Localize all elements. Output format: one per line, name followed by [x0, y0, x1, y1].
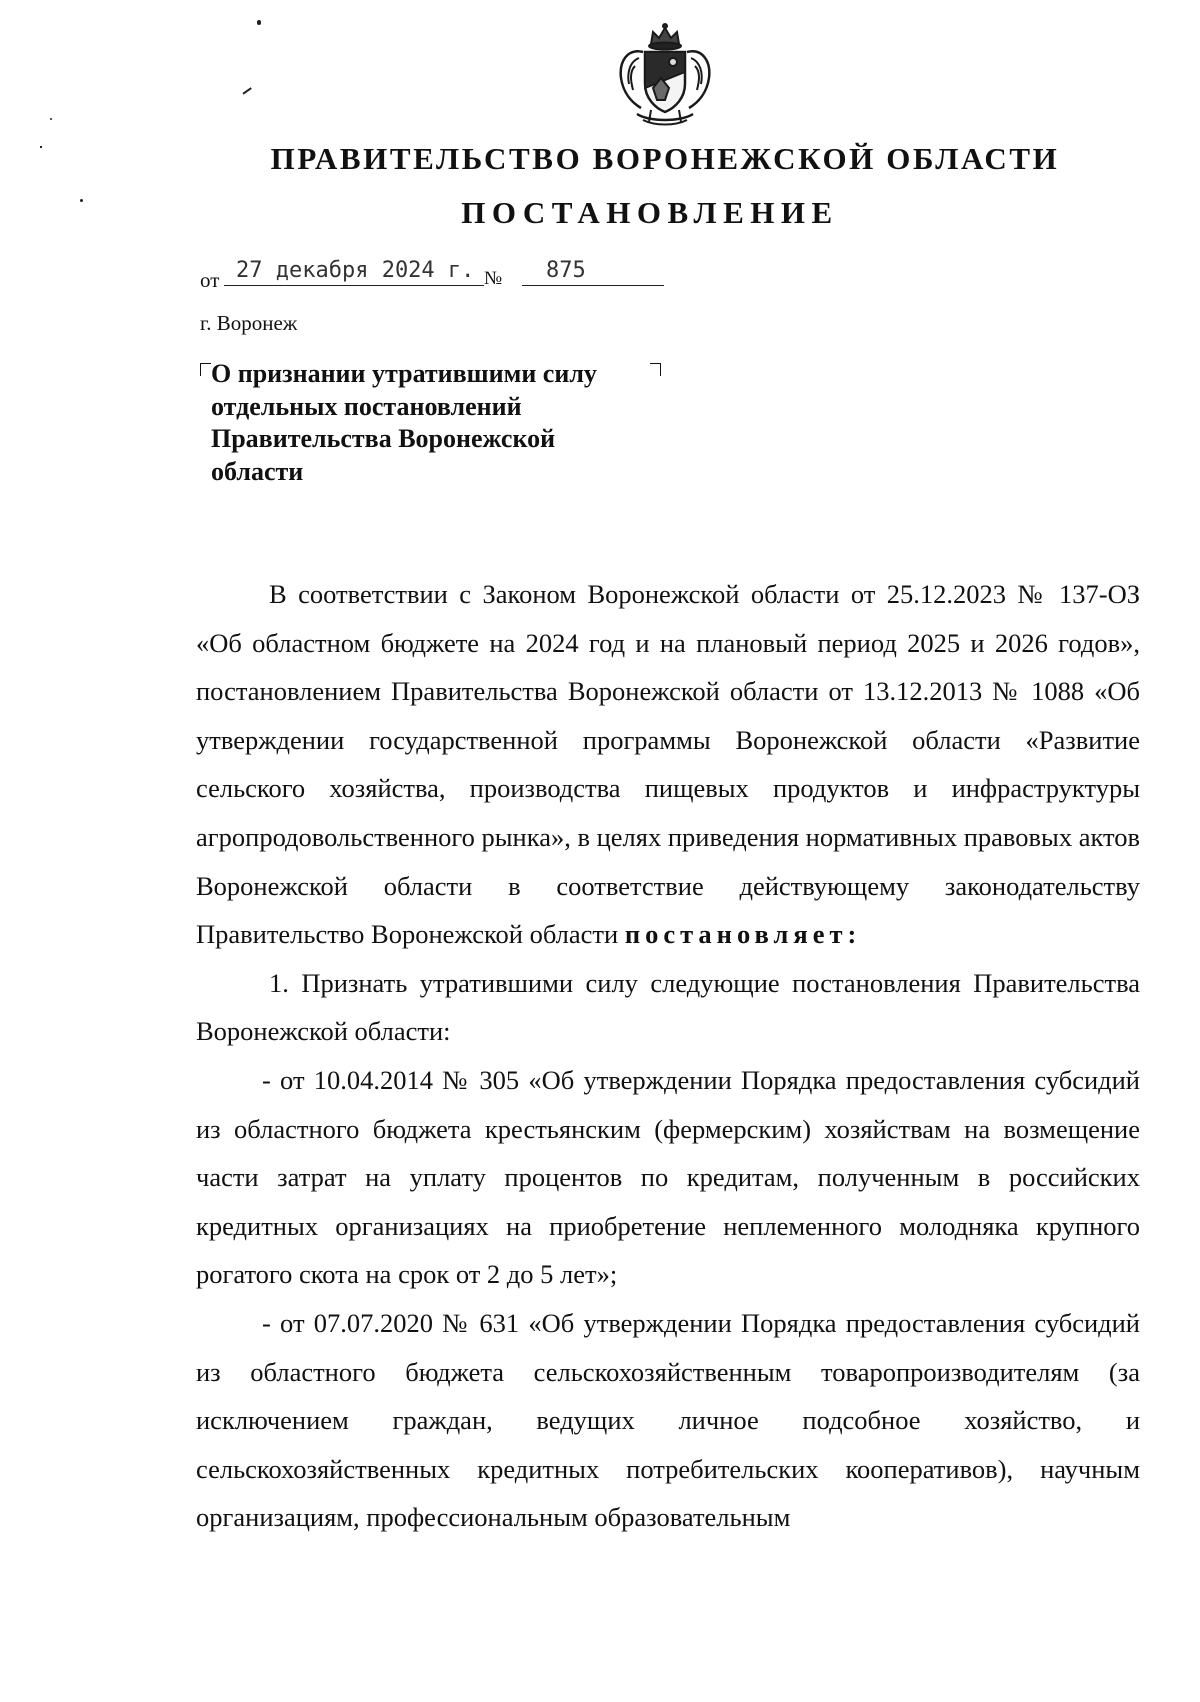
city-label: г. Воронеж [200, 311, 298, 335]
document-type-title: ПОСТАНОВЛЕНИЕ [461, 195, 839, 230]
repealed-item-2: - от 07.07.2020 № 631 «Об утверждении Порядка предоставления субсидий из областного бюджета сельскохозяйственным товаропроизводителям (за исключением граждан, ведущих личное подсобное хозяйство, и сельскохозяйственных кредитных потребительских кооперативов), научным организациям, профессиональным образовательным [196, 1307, 1140, 1533]
subject-bracket-left [200, 363, 211, 376]
decree-word: постановляет: [624, 919, 862, 950]
clause-1: 1. Признать утратившими силу следующие постановления Правительства Воронежской области: [196, 967, 1140, 1047]
scan-speck [50, 118, 52, 120]
subject-bracket-right [650, 363, 661, 376]
scan-speck [242, 87, 251, 94]
document-number-field: 875 [522, 258, 664, 286]
document-date-field: 27 декабря 2024 г. [224, 258, 484, 286]
repealed-item-1: - от 10.04.2014 № 305 «Об утверждении Порядка предоставления субсидий из областного бюджета крестьянским (фермерским) хозяйствам на возмещение части затрат на уплату процентов по кредитам, полученным в российских кредитных организациях на приобретение неплеменного молодняка крупного рогатого скота на срок от 2 до 5 лет»; [196, 1064, 1140, 1290]
document-body [196, 570, 1140, 1542]
preamble-text: В соответствии с Законом Воронежской области от 25.12.2023 № 137-ОЗ «Об областном бюджете на 2024 год и на плановый период 2025 и 2026 годов», постановлением Правительства Воронежской области от 13.12.2013 № 1088 «Об утверждении государственной программы Воронежской области «Развитие сельского хозяйства, производства пищевых продуктов и инфраструктуры агропродовольственного рынка», в целях приведения нормативных правовых актов Воронежской области в соответствие действующему законодательству Правительство Воронежской области [196, 579, 1140, 950]
organization-title: ПРАВИТЕЛЬСТВО ВОРОНЕЖСКОЙ ОБЛАСТИ [270, 141, 1060, 176]
number-sign-label: № [484, 268, 503, 289]
date-number-line [200, 258, 670, 290]
body-preamble [196, 570, 1140, 959]
scan-speck [257, 20, 261, 25]
document-subject: О признании утратившими силу отдельных постановлений Правительства Воронежской области [211, 359, 597, 486]
date-from-label: от [200, 268, 220, 292]
voronezh-coat-of-arms-icon [613, 22, 717, 130]
